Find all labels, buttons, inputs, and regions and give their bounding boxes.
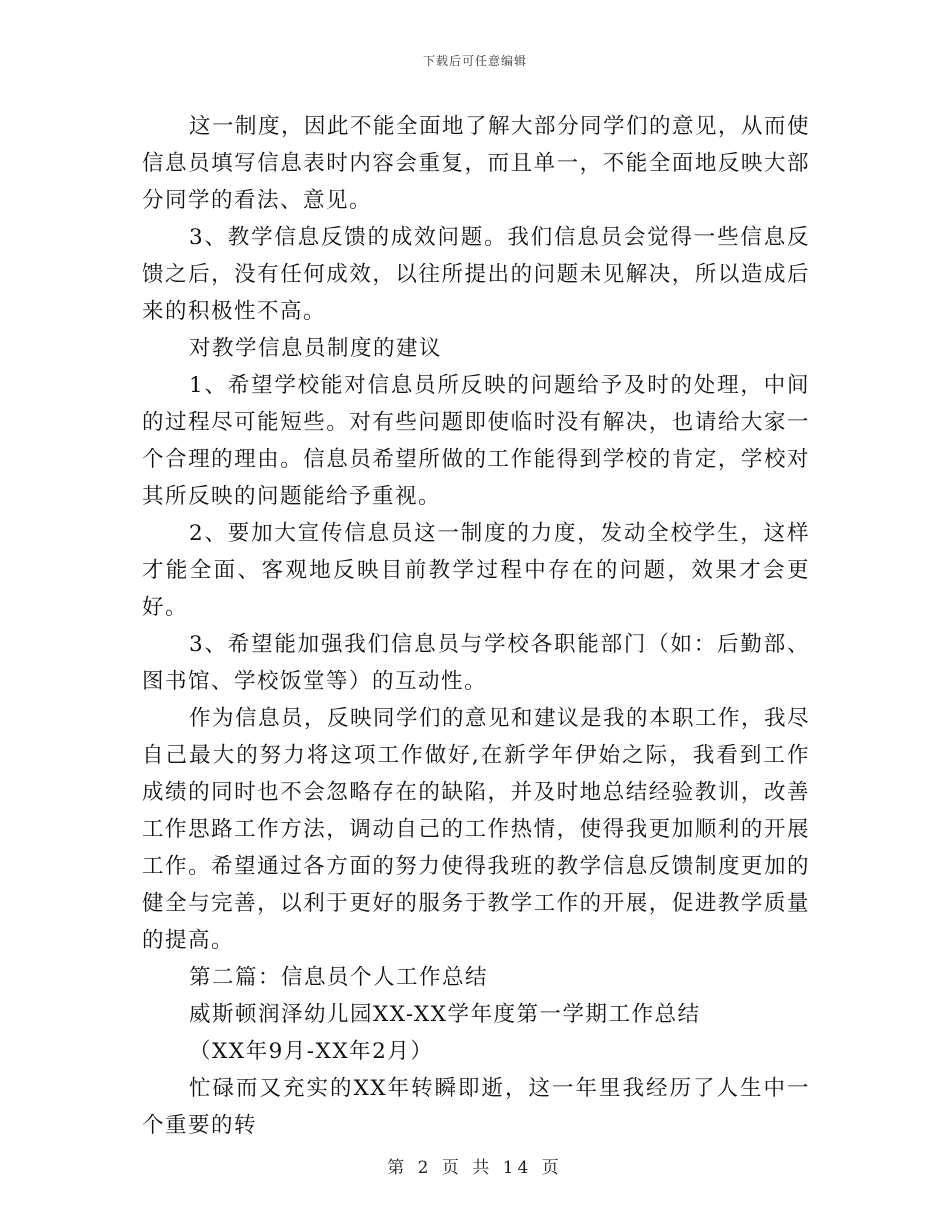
paragraph: 这一制度，因此不能全面地了解大部分同学们的意见，从而使信息员填写信息表时内容会重复，而且单一，不能全面地反映大部分同学的看法、意见。 [142, 114, 811, 213]
document-body [142, 108, 810, 1144]
page-header: 下载后可任意编辑 [422, 54, 527, 68]
page-number-footer: 第 2 页 共 14 页 [387, 1158, 563, 1178]
paragraph: 作为信息员，反映同学们的意见和建议是我的本职工作，我尽自己最大的努力将这项工作做好,在新学年伊始之际，我看到工作成绩的同时也不会忽略存在的缺陷，并及时地总结经验教训，改善工作思路工作方法，调动自己的工作热情，使得我更加顺利的开展工作。希望通过各方面的努力使得我班的教学信息反馈制度更加的健全与完善，以利于更好的服务于教学工作的开展，促进教学质量的提高。 [142, 706, 811, 953]
report-title: 威斯顿润泽幼儿园XX-XX学年度第一学期工作总结 [189, 1002, 701, 1027]
chapter-title: 第二篇：信息员个人工作总结 [189, 965, 489, 990]
paragraph: 3、教学信息反馈的成效问题。我们信息员会觉得一些信息反馈之后，没有任何成效，以往所提出的问题未见解决，所以造成后来的积极性不高。 [142, 225, 810, 324]
paragraph: 忙碌而又充实的XX年转瞬即逝，这一年里我经历了人生中一个重要的转 [142, 1076, 810, 1138]
section-heading: 对教学信息员制度的建议 [189, 336, 443, 361]
paragraph: 1、希望学校能对信息员所反映的问题给予及时的处理，中间的过程尽可能短些。对有些问题即使临时没有解决，也请给大家一个合理的理由。信息员希望所做的工作能得到学校的肯定，学校对其所反映的问题能给予重视。 [142, 373, 810, 509]
paragraph: 3、希望能加强我们信息员与学校各职能部门（如：后勤部、图书馆、学校饭堂等）的互动性。 [142, 632, 810, 694]
paragraph: 2、要加大宣传信息员这一制度的力度，发动全校学生，这样才能全面、客观地反映目前教学过程中存在的问题，效果才会更好。 [142, 521, 810, 620]
report-date-range: （XX年9月-XX年2月） [189, 1039, 434, 1064]
